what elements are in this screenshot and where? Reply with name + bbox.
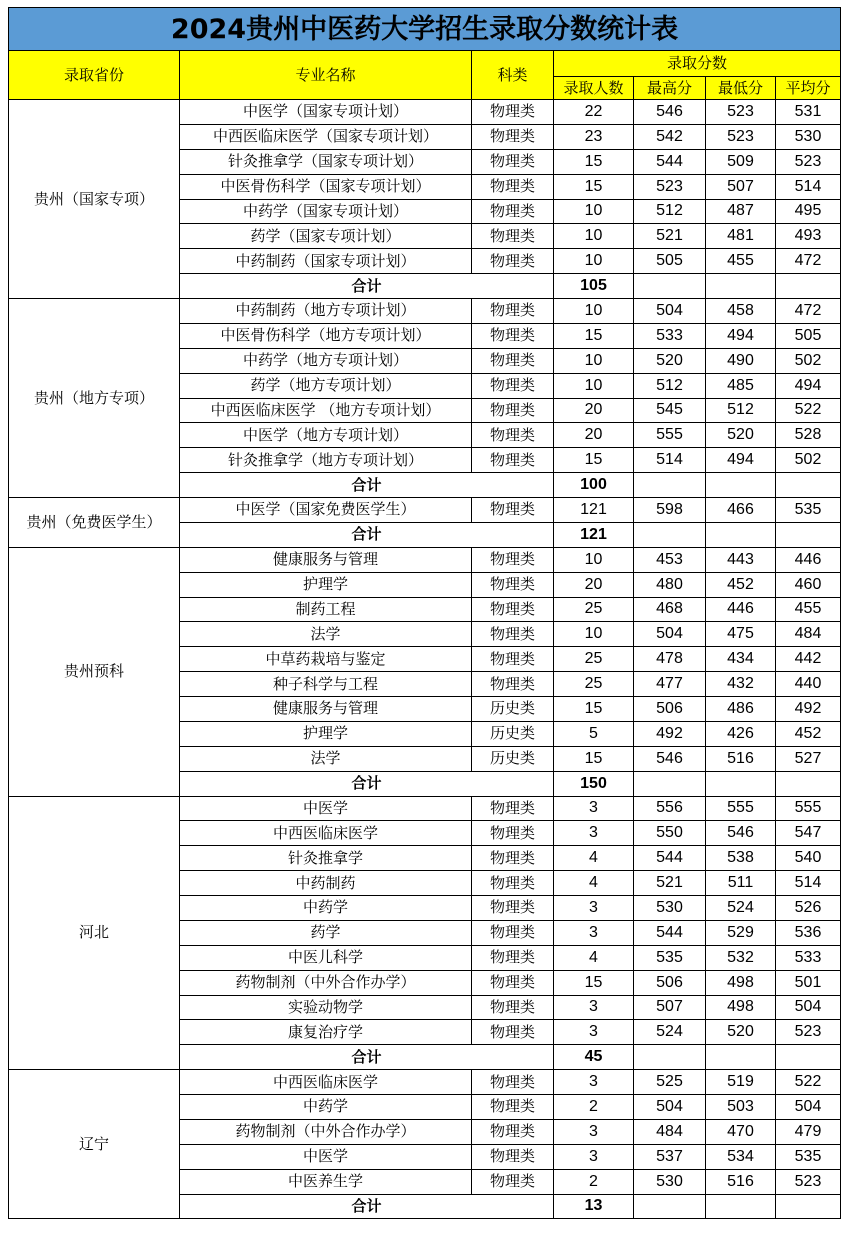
major-cell: 健康服务与管理 <box>180 697 472 722</box>
max-score-cell: 525 <box>634 1070 706 1095</box>
category-cell: 物理类 <box>472 498 554 523</box>
avg-score-cell: 535 <box>776 1144 841 1169</box>
major-cell: 种子科学与工程 <box>180 672 472 697</box>
min-score-cell: 486 <box>706 697 776 722</box>
avg-score-cell: 531 <box>776 100 841 125</box>
count-cell: 10 <box>554 299 634 324</box>
table-row <box>9 100 841 125</box>
avg-score-cell: 493 <box>776 224 841 249</box>
max-score-cell: 537 <box>634 1144 706 1169</box>
count-cell: 15 <box>554 970 634 995</box>
min-score-cell: 458 <box>706 299 776 324</box>
min-score-cell: 532 <box>706 945 776 970</box>
category-cell: 历史类 <box>472 746 554 771</box>
total-label: 合计 <box>180 1194 554 1219</box>
major-cell: 中医学 <box>180 1144 472 1169</box>
category-cell: 物理类 <box>472 1119 554 1144</box>
count-cell: 121 <box>554 498 634 523</box>
min-score-cell: 498 <box>706 995 776 1020</box>
category-cell: 物理类 <box>472 1144 554 1169</box>
count-cell: 22 <box>554 100 634 125</box>
major-cell: 康复治疗学 <box>180 1020 472 1045</box>
count-cell: 3 <box>554 1144 634 1169</box>
count-cell: 20 <box>554 572 634 597</box>
header-category: 科类 <box>472 51 554 100</box>
avg-score-cell: 522 <box>776 1070 841 1095</box>
min-score-cell: 481 <box>706 224 776 249</box>
total-empty-min <box>706 1194 776 1219</box>
count-cell: 20 <box>554 398 634 423</box>
avg-score-cell: 501 <box>776 970 841 995</box>
max-score-cell: 521 <box>634 224 706 249</box>
count-cell: 10 <box>554 622 634 647</box>
max-score-cell: 555 <box>634 423 706 448</box>
category-cell: 物理类 <box>472 622 554 647</box>
province-cell: 贵州（国家专项） <box>9 100 180 299</box>
count-cell: 25 <box>554 647 634 672</box>
category-cell: 物理类 <box>472 896 554 921</box>
avg-score-cell: 505 <box>776 323 841 348</box>
max-score-cell: 468 <box>634 597 706 622</box>
min-score-cell: 466 <box>706 498 776 523</box>
major-cell: 中医儿科学 <box>180 945 472 970</box>
category-cell: 物理类 <box>472 846 554 871</box>
major-cell: 中药学（地方专项计划） <box>180 348 472 373</box>
count-cell: 10 <box>554 547 634 572</box>
major-cell: 实验动物学 <box>180 995 472 1020</box>
avg-score-cell: 494 <box>776 373 841 398</box>
max-score-cell: 524 <box>634 1020 706 1045</box>
min-score-cell: 503 <box>706 1095 776 1120</box>
min-score-cell: 509 <box>706 149 776 174</box>
category-cell: 物理类 <box>472 224 554 249</box>
min-score-cell: 443 <box>706 547 776 572</box>
avg-score-cell: 555 <box>776 796 841 821</box>
major-cell: 护理学 <box>180 572 472 597</box>
major-cell: 中医学 <box>180 796 472 821</box>
count-cell: 4 <box>554 871 634 896</box>
count-cell: 15 <box>554 448 634 473</box>
category-cell: 物理类 <box>472 199 554 224</box>
province-cell: 贵州预科 <box>9 547 180 796</box>
max-score-cell: 550 <box>634 821 706 846</box>
category-cell: 物理类 <box>472 1020 554 1045</box>
max-score-cell: 507 <box>634 995 706 1020</box>
category-cell: 物理类 <box>472 821 554 846</box>
min-score-cell: 434 <box>706 647 776 672</box>
max-score-cell: 545 <box>634 398 706 423</box>
count-cell: 10 <box>554 348 634 373</box>
max-score-cell: 520 <box>634 348 706 373</box>
category-cell: 物理类 <box>472 398 554 423</box>
count-cell: 23 <box>554 124 634 149</box>
category-cell: 物理类 <box>472 547 554 572</box>
major-cell: 药物制剂（中外合作办学） <box>180 1119 472 1144</box>
category-cell: 物理类 <box>472 423 554 448</box>
major-cell: 药物制剂（中外合作办学） <box>180 970 472 995</box>
count-cell: 25 <box>554 672 634 697</box>
min-score-cell: 519 <box>706 1070 776 1095</box>
min-score-cell: 516 <box>706 1169 776 1194</box>
major-cell: 针灸推拿学 <box>180 846 472 871</box>
min-score-cell: 555 <box>706 796 776 821</box>
count-cell: 3 <box>554 920 634 945</box>
major-cell: 制药工程 <box>180 597 472 622</box>
major-cell: 中医学（地方专项计划） <box>180 423 472 448</box>
header-scores-group: 录取分数 <box>554 51 841 77</box>
max-score-cell: 506 <box>634 970 706 995</box>
avg-score-cell: 484 <box>776 622 841 647</box>
table-row <box>9 498 841 523</box>
max-score-cell: 535 <box>634 945 706 970</box>
total-empty-max <box>634 522 706 547</box>
count-cell: 3 <box>554 796 634 821</box>
major-cell: 中药制药（地方专项计划） <box>180 299 472 324</box>
major-cell: 中西医临床医学 <box>180 821 472 846</box>
max-score-cell: 504 <box>634 1095 706 1120</box>
max-score-cell: 478 <box>634 647 706 672</box>
category-cell: 物理类 <box>472 672 554 697</box>
avg-score-cell: 533 <box>776 945 841 970</box>
avg-score-cell: 522 <box>776 398 841 423</box>
avg-score-cell: 523 <box>776 149 841 174</box>
major-cell: 药学（地方专项计划） <box>180 373 472 398</box>
avg-score-cell: 472 <box>776 299 841 324</box>
table-row <box>9 299 841 324</box>
major-cell: 中西医临床医学（国家专项计划） <box>180 124 472 149</box>
min-score-cell: 432 <box>706 672 776 697</box>
count-cell: 10 <box>554 249 634 274</box>
avg-score-cell: 514 <box>776 871 841 896</box>
avg-score-cell: 535 <box>776 498 841 523</box>
min-score-cell: 485 <box>706 373 776 398</box>
major-cell: 中医养生学 <box>180 1169 472 1194</box>
province-cell: 贵州（免费医学生） <box>9 498 180 548</box>
min-score-cell: 498 <box>706 970 776 995</box>
avg-score-cell: 472 <box>776 249 841 274</box>
count-cell: 4 <box>554 846 634 871</box>
category-cell: 物理类 <box>472 323 554 348</box>
max-score-cell: 523 <box>634 174 706 199</box>
min-score-cell: 546 <box>706 821 776 846</box>
min-score-cell: 487 <box>706 199 776 224</box>
min-score-cell: 452 <box>706 572 776 597</box>
category-cell: 物理类 <box>472 572 554 597</box>
total-label: 合计 <box>180 473 554 498</box>
count-cell: 3 <box>554 821 634 846</box>
table-row <box>9 547 841 572</box>
avg-score-cell: 446 <box>776 547 841 572</box>
max-score-cell: 542 <box>634 124 706 149</box>
max-score-cell: 512 <box>634 373 706 398</box>
major-cell: 中药学（国家专项计划） <box>180 199 472 224</box>
count-cell: 15 <box>554 697 634 722</box>
category-cell: 物理类 <box>472 373 554 398</box>
avg-score-cell: 492 <box>776 697 841 722</box>
count-cell: 20 <box>554 423 634 448</box>
category-cell: 历史类 <box>472 721 554 746</box>
avg-score-cell: 540 <box>776 846 841 871</box>
max-score-cell: 521 <box>634 871 706 896</box>
avg-score-cell: 547 <box>776 821 841 846</box>
min-score-cell: 512 <box>706 398 776 423</box>
max-score-cell: 530 <box>634 1169 706 1194</box>
major-cell: 中西医临床医学 <box>180 1070 472 1095</box>
total-empty-min <box>706 473 776 498</box>
min-score-cell: 446 <box>706 597 776 622</box>
count-cell: 3 <box>554 1070 634 1095</box>
total-empty-max <box>634 1045 706 1070</box>
category-cell: 物理类 <box>472 124 554 149</box>
max-score-cell: 506 <box>634 697 706 722</box>
total-empty-max <box>634 771 706 796</box>
avg-score-cell: 536 <box>776 920 841 945</box>
total-empty-min <box>706 771 776 796</box>
category-cell: 物理类 <box>472 871 554 896</box>
avg-score-cell: 526 <box>776 896 841 921</box>
max-score-cell: 504 <box>634 299 706 324</box>
table-row <box>9 1070 841 1095</box>
avg-score-cell: 460 <box>776 572 841 597</box>
header-major: 专业名称 <box>180 51 472 100</box>
max-score-cell: 505 <box>634 249 706 274</box>
avg-score-cell: 528 <box>776 423 841 448</box>
avg-score-cell: 504 <box>776 1095 841 1120</box>
major-cell: 中医骨伤科学（国家专项计划） <box>180 174 472 199</box>
category-cell: 物理类 <box>472 647 554 672</box>
min-score-cell: 470 <box>706 1119 776 1144</box>
total-label: 合计 <box>180 522 554 547</box>
total-label: 合计 <box>180 771 554 796</box>
header-count: 录取人数 <box>554 77 634 100</box>
max-score-cell: 530 <box>634 896 706 921</box>
max-score-cell: 480 <box>634 572 706 597</box>
min-score-cell: 426 <box>706 721 776 746</box>
category-cell: 物理类 <box>472 348 554 373</box>
avg-score-cell: 440 <box>776 672 841 697</box>
major-cell: 健康服务与管理 <box>180 547 472 572</box>
header-avg: 平均分 <box>776 77 841 100</box>
major-cell: 针灸推拿学（国家专项计划） <box>180 149 472 174</box>
major-cell: 中医学（国家专项计划） <box>180 100 472 125</box>
category-cell: 物理类 <box>472 448 554 473</box>
min-score-cell: 529 <box>706 920 776 945</box>
major-cell: 中医学（国家免费医学生） <box>180 498 472 523</box>
total-empty-avg <box>776 1194 841 1219</box>
total-count: 45 <box>554 1045 634 1070</box>
avg-score-cell: 504 <box>776 995 841 1020</box>
header-max: 最高分 <box>634 77 706 100</box>
min-score-cell: 490 <box>706 348 776 373</box>
header-min: 最低分 <box>706 77 776 100</box>
max-score-cell: 544 <box>634 149 706 174</box>
min-score-cell: 523 <box>706 100 776 125</box>
total-empty-avg <box>776 522 841 547</box>
category-cell: 物理类 <box>472 995 554 1020</box>
count-cell: 10 <box>554 224 634 249</box>
min-score-cell: 534 <box>706 1144 776 1169</box>
major-cell: 护理学 <box>180 721 472 746</box>
count-cell: 25 <box>554 597 634 622</box>
major-cell: 法学 <box>180 622 472 647</box>
province-cell: 贵州（地方专项） <box>9 299 180 498</box>
total-empty-max <box>634 1194 706 1219</box>
max-score-cell: 477 <box>634 672 706 697</box>
max-score-cell: 544 <box>634 846 706 871</box>
min-score-cell: 516 <box>706 746 776 771</box>
min-score-cell: 523 <box>706 124 776 149</box>
count-cell: 15 <box>554 149 634 174</box>
major-cell: 中药制药 <box>180 871 472 896</box>
max-score-cell: 533 <box>634 323 706 348</box>
avg-score-cell: 495 <box>776 199 841 224</box>
avg-score-cell: 502 <box>776 448 841 473</box>
total-count: 105 <box>554 274 634 299</box>
major-cell: 中药学 <box>180 1095 472 1120</box>
total-empty-min <box>706 1045 776 1070</box>
min-score-cell: 520 <box>706 1020 776 1045</box>
total-label: 合计 <box>180 274 554 299</box>
max-score-cell: 512 <box>634 199 706 224</box>
max-score-cell: 492 <box>634 721 706 746</box>
min-score-cell: 494 <box>706 323 776 348</box>
max-score-cell: 544 <box>634 920 706 945</box>
category-cell: 物理类 <box>472 796 554 821</box>
count-cell: 3 <box>554 995 634 1020</box>
category-cell: 物理类 <box>472 249 554 274</box>
major-cell: 中医骨伤科学（地方专项计划） <box>180 323 472 348</box>
max-score-cell: 556 <box>634 796 706 821</box>
min-score-cell: 538 <box>706 846 776 871</box>
count-cell: 5 <box>554 721 634 746</box>
avg-score-cell: 514 <box>776 174 841 199</box>
major-cell: 中药学 <box>180 896 472 921</box>
total-count: 121 <box>554 522 634 547</box>
table-row <box>9 796 841 821</box>
avg-score-cell: 479 <box>776 1119 841 1144</box>
avg-score-cell: 502 <box>776 348 841 373</box>
category-cell: 物理类 <box>472 299 554 324</box>
major-cell: 药学（国家专项计划） <box>180 224 472 249</box>
total-empty-min <box>706 522 776 547</box>
category-cell: 物理类 <box>472 597 554 622</box>
header-province: 录取省份 <box>9 51 180 100</box>
admission-score-table <box>8 7 841 1219</box>
major-cell: 针灸推拿学（地方专项计划） <box>180 448 472 473</box>
total-empty-avg <box>776 473 841 498</box>
category-cell: 物理类 <box>472 1095 554 1120</box>
max-score-cell: 484 <box>634 1119 706 1144</box>
min-score-cell: 520 <box>706 423 776 448</box>
max-score-cell: 453 <box>634 547 706 572</box>
avg-score-cell: 523 <box>776 1020 841 1045</box>
avg-score-cell: 452 <box>776 721 841 746</box>
min-score-cell: 455 <box>706 249 776 274</box>
min-score-cell: 475 <box>706 622 776 647</box>
total-count: 100 <box>554 473 634 498</box>
count-cell: 10 <box>554 199 634 224</box>
category-cell: 物理类 <box>472 1070 554 1095</box>
total-label: 合计 <box>180 1045 554 1070</box>
total-count: 13 <box>554 1194 634 1219</box>
major-cell: 法学 <box>180 746 472 771</box>
avg-score-cell: 523 <box>776 1169 841 1194</box>
avg-score-cell: 442 <box>776 647 841 672</box>
total-empty-avg <box>776 1045 841 1070</box>
count-cell: 15 <box>554 174 634 199</box>
max-score-cell: 514 <box>634 448 706 473</box>
max-score-cell: 504 <box>634 622 706 647</box>
table-title: 2024贵州中医药大学招生录取分数统计表 <box>9 8 841 51</box>
max-score-cell: 546 <box>634 100 706 125</box>
count-cell: 15 <box>554 746 634 771</box>
count-cell: 3 <box>554 1119 634 1144</box>
min-score-cell: 511 <box>706 871 776 896</box>
category-cell: 物理类 <box>472 149 554 174</box>
min-score-cell: 494 <box>706 448 776 473</box>
category-cell: 物理类 <box>472 100 554 125</box>
category-cell: 物理类 <box>472 945 554 970</box>
category-cell: 物理类 <box>472 970 554 995</box>
min-score-cell: 524 <box>706 896 776 921</box>
major-cell: 药学 <box>180 920 472 945</box>
major-cell: 中草药栽培与鉴定 <box>180 647 472 672</box>
avg-score-cell: 455 <box>776 597 841 622</box>
category-cell: 物理类 <box>472 920 554 945</box>
total-empty-avg <box>776 274 841 299</box>
province-cell: 河北 <box>9 796 180 1070</box>
count-cell: 2 <box>554 1095 634 1120</box>
count-cell: 10 <box>554 373 634 398</box>
total-empty-avg <box>776 771 841 796</box>
total-empty-max <box>634 473 706 498</box>
count-cell: 3 <box>554 1020 634 1045</box>
category-cell: 物理类 <box>472 174 554 199</box>
major-cell: 中西医临床医学 （地方专项计划） <box>180 398 472 423</box>
province-cell: 辽宁 <box>9 1070 180 1219</box>
category-cell: 历史类 <box>472 697 554 722</box>
total-empty-max <box>634 274 706 299</box>
max-score-cell: 546 <box>634 746 706 771</box>
total-count: 150 <box>554 771 634 796</box>
avg-score-cell: 530 <box>776 124 841 149</box>
total-empty-min <box>706 274 776 299</box>
count-cell: 15 <box>554 323 634 348</box>
count-cell: 2 <box>554 1169 634 1194</box>
max-score-cell: 598 <box>634 498 706 523</box>
category-cell: 物理类 <box>472 1169 554 1194</box>
major-cell: 中药制药（国家专项计划） <box>180 249 472 274</box>
min-score-cell: 507 <box>706 174 776 199</box>
count-cell: 4 <box>554 945 634 970</box>
avg-score-cell: 527 <box>776 746 841 771</box>
count-cell: 3 <box>554 896 634 921</box>
